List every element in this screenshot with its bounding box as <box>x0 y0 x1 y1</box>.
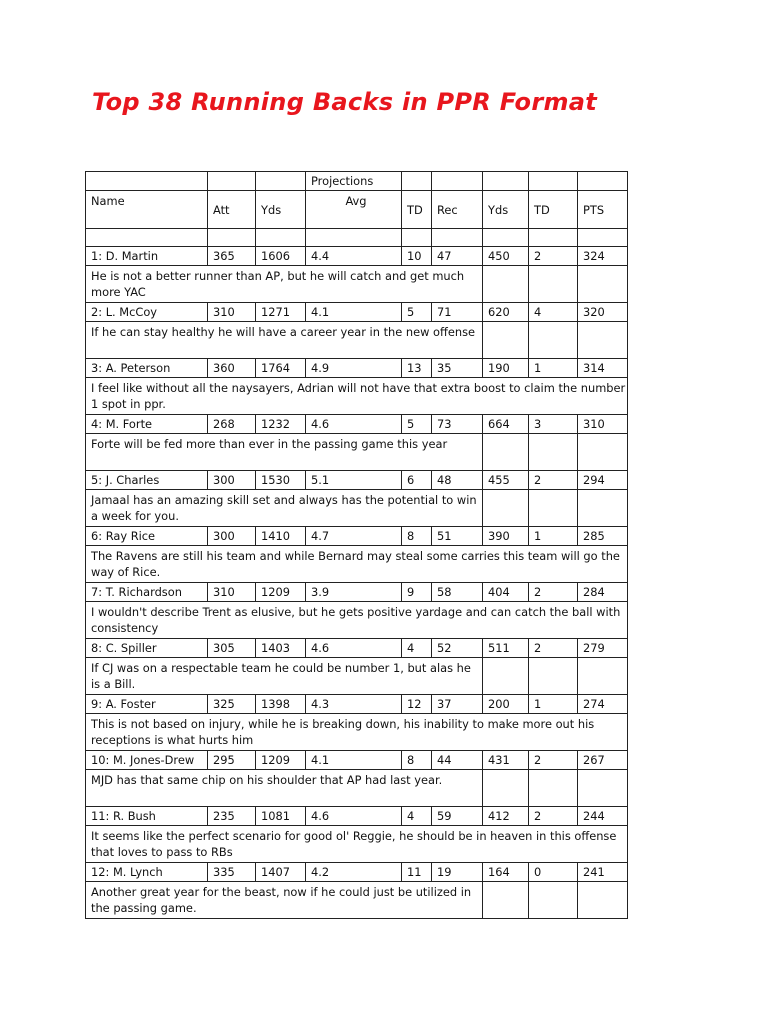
cell-td: 9 <box>402 583 432 602</box>
cell-rec-yds: 620 <box>483 303 529 322</box>
cell-rec-td: 0 <box>529 863 578 882</box>
cell-att: 325 <box>208 695 256 714</box>
column-header-rec-yds: Yds <box>483 191 529 229</box>
cell-pts: 310 <box>578 415 628 434</box>
column-header-td: TD <box>402 191 432 229</box>
player-comment: If he can stay healthy he will have a career year in the new offense <box>86 322 483 359</box>
table-row <box>86 303 628 322</box>
cell-pts: 241 <box>578 863 628 882</box>
cell-name: 12: M. Lynch <box>86 863 208 882</box>
cell-td: 12 <box>402 695 432 714</box>
cell-rec-yds: 164 <box>483 863 529 882</box>
player-comment: Forte will be fed more than ever in the passing game this year <box>86 434 483 471</box>
cell-rec: 58 <box>432 583 483 602</box>
comment-row <box>86 266 628 303</box>
cell-att: 360 <box>208 359 256 378</box>
cell-pts: 274 <box>578 695 628 714</box>
cell-rec-yds: 404 <box>483 583 529 602</box>
cell-rec-td: 2 <box>529 583 578 602</box>
cell-rec-yds: 450 <box>483 247 529 266</box>
cell-avg: 4.6 <box>306 639 402 658</box>
column-header-att: Att <box>208 191 256 229</box>
cell-td: 5 <box>402 415 432 434</box>
player-comment: If CJ was on a respectable team he could be number 1, but alas he is a Bill. <box>86 658 483 695</box>
comment-row <box>86 714 628 751</box>
table-row <box>86 359 628 378</box>
table-row <box>86 583 628 602</box>
table-row <box>86 807 628 826</box>
cell-rec-td: 2 <box>529 247 578 266</box>
cell-avg: 4.6 <box>306 415 402 434</box>
cell-name: 8: C. Spiller <box>86 639 208 658</box>
table-row <box>86 471 628 490</box>
table-row <box>86 639 628 658</box>
cell-pts: 324 <box>578 247 628 266</box>
cell-att: 310 <box>208 583 256 602</box>
cell-yds: 1403 <box>256 639 306 658</box>
cell-rec: 51 <box>432 527 483 546</box>
table-row <box>86 415 628 434</box>
cell-rec: 44 <box>432 751 483 770</box>
cell-rec: 59 <box>432 807 483 826</box>
cell-pts: 294 <box>578 471 628 490</box>
cell-td: 11 <box>402 863 432 882</box>
cell-rec-td: 2 <box>529 471 578 490</box>
player-comment: I feel like without all the naysayers, Adrian will not have that extra boost to claim the number 1 spot in ppr. <box>86 378 628 415</box>
comment-row <box>86 378 628 415</box>
cell-rec: 19 <box>432 863 483 882</box>
cell-att: 310 <box>208 303 256 322</box>
cell-rec-td: 2 <box>529 639 578 658</box>
column-header-pts: PTS <box>578 191 628 229</box>
cell-name: 2: L. McCoy <box>86 303 208 322</box>
cell-td: 6 <box>402 471 432 490</box>
cell-td: 13 <box>402 359 432 378</box>
table-row <box>86 247 628 266</box>
cell-rec-td: 2 <box>529 751 578 770</box>
comment-row <box>86 658 628 695</box>
cell-pts: 244 <box>578 807 628 826</box>
cell-name: 7: T. Richardson <box>86 583 208 602</box>
cell-rec-td: 1 <box>529 695 578 714</box>
cell-avg: 4.7 <box>306 527 402 546</box>
cell-rec-td: 1 <box>529 359 578 378</box>
cell-td: 4 <box>402 807 432 826</box>
player-comment: The Ravens are still his team and while Bernard may steal some carries this team will go the way of Rice. <box>86 546 628 583</box>
cell-name: 10: M. Jones-Drew <box>86 751 208 770</box>
cell-rec-yds: 431 <box>483 751 529 770</box>
cell-att: 365 <box>208 247 256 266</box>
cell-yds: 1232 <box>256 415 306 434</box>
cell-name: 4: M. Forte <box>86 415 208 434</box>
cell-yds: 1081 <box>256 807 306 826</box>
cell-avg: 4.9 <box>306 359 402 378</box>
player-comment: MJD has that same chip on his shoulder that AP had last year. <box>86 770 483 807</box>
comment-row <box>86 322 628 359</box>
cell-yds: 1530 <box>256 471 306 490</box>
cell-att: 295 <box>208 751 256 770</box>
cell-att: 300 <box>208 527 256 546</box>
cell-avg: 3.9 <box>306 583 402 602</box>
column-header-avg <box>306 191 402 229</box>
cell-avg: 4.6 <box>306 807 402 826</box>
cell-name: 9: A. Foster <box>86 695 208 714</box>
comment-row <box>86 434 628 471</box>
cell-name: 5: J. Charles <box>86 471 208 490</box>
cell-yds: 1209 <box>256 583 306 602</box>
cell-yds: 1209 <box>256 751 306 770</box>
comment-row <box>86 602 628 639</box>
cell-pts: 314 <box>578 359 628 378</box>
cell-rec-td: 4 <box>529 303 578 322</box>
cell-avg: 5.1 <box>306 471 402 490</box>
table-row <box>86 527 628 546</box>
cell-avg: 4.1 <box>306 751 402 770</box>
cell-td: 4 <box>402 639 432 658</box>
cell-rec-yds: 664 <box>483 415 529 434</box>
cell-yds: 1407 <box>256 863 306 882</box>
table-row <box>86 751 628 770</box>
cell-rec: 71 <box>432 303 483 322</box>
column-header-name: Name <box>86 191 208 229</box>
table-row <box>86 863 628 882</box>
comment-row <box>86 882 628 919</box>
cell-att: 235 <box>208 807 256 826</box>
player-comment: Jamaal has an amazing skill set and always has the potential to win a week for you. <box>86 490 483 527</box>
cell-rec: 73 <box>432 415 483 434</box>
projections-header: Projections <box>306 172 402 191</box>
cell-rec: 47 <box>432 247 483 266</box>
player-comment: He is not a better runner than AP, but he will catch and get much more YAC <box>86 266 483 303</box>
cell-att: 268 <box>208 415 256 434</box>
cell-rec: 52 <box>432 639 483 658</box>
cell-rec-yds: 190 <box>483 359 529 378</box>
cell-rec: 35 <box>432 359 483 378</box>
player-comment: This is not based on injury, while he is breaking down, his inability to make more out his receptions is what hurts him <box>86 714 628 751</box>
cell-rec-yds: 511 <box>483 639 529 658</box>
cell-td: 8 <box>402 527 432 546</box>
cell-td: 5 <box>402 303 432 322</box>
comment-row <box>86 490 628 527</box>
player-comment: I wouldn't describe Trent as elusive, but he gets positive yardage and can catch the ball with consistency <box>86 602 628 639</box>
cell-yds: 1410 <box>256 527 306 546</box>
cell-name: 1: D. Martin <box>86 247 208 266</box>
cell-att: 335 <box>208 863 256 882</box>
cell-yds: 1271 <box>256 303 306 322</box>
cell-name: 6: Ray Rice <box>86 527 208 546</box>
comment-row <box>86 770 628 807</box>
cell-td: 10 <box>402 247 432 266</box>
player-comment: It seems like the perfect scenario for good ol' Reggie, he should be in heaven in this offense that loves to pass to RBs <box>86 826 628 863</box>
column-header-rec-td: TD <box>529 191 578 229</box>
cell-yds: 1606 <box>256 247 306 266</box>
cell-rec: 48 <box>432 471 483 490</box>
header-spacer-row <box>86 229 628 247</box>
cell-rec-yds: 390 <box>483 527 529 546</box>
column-header-rec: Rec <box>432 191 483 229</box>
cell-rec-yds: 412 <box>483 807 529 826</box>
player-comment: Another great year for the beast, now if he could just be utilized in the passing game. <box>86 882 483 919</box>
cell-avg: 4.2 <box>306 863 402 882</box>
cell-rec-yds: 200 <box>483 695 529 714</box>
cell-att: 300 <box>208 471 256 490</box>
cell-name: 11: R. Bush <box>86 807 208 826</box>
header-row-columns <box>86 191 628 229</box>
cell-yds: 1398 <box>256 695 306 714</box>
cell-td: 8 <box>402 751 432 770</box>
cell-pts: 284 <box>578 583 628 602</box>
cell-rec: 37 <box>432 695 483 714</box>
cell-pts: 267 <box>578 751 628 770</box>
cell-pts: 320 <box>578 303 628 322</box>
cell-rec-yds: 455 <box>483 471 529 490</box>
cell-avg: 4.4 <box>306 247 402 266</box>
page-title: Top 38 Running Backs in PPR Format <box>92 88 598 116</box>
cell-rec-td: 1 <box>529 527 578 546</box>
comment-row <box>86 546 628 583</box>
cell-rec-td: 3 <box>529 415 578 434</box>
cell-rec-td: 2 <box>529 807 578 826</box>
cell-name: 3: A. Peterson <box>86 359 208 378</box>
cell-avg: 4.1 <box>306 303 402 322</box>
cell-pts: 279 <box>578 639 628 658</box>
column-header-yds: Yds <box>256 191 306 229</box>
avg-label: Avg <box>345 194 367 208</box>
table-row <box>86 695 628 714</box>
header-row-projections <box>86 172 628 191</box>
running-backs-table <box>85 171 628 919</box>
cell-yds: 1764 <box>256 359 306 378</box>
cell-att: 305 <box>208 639 256 658</box>
cell-pts: 285 <box>578 527 628 546</box>
comment-row <box>86 826 628 863</box>
cell-avg: 4.3 <box>306 695 402 714</box>
